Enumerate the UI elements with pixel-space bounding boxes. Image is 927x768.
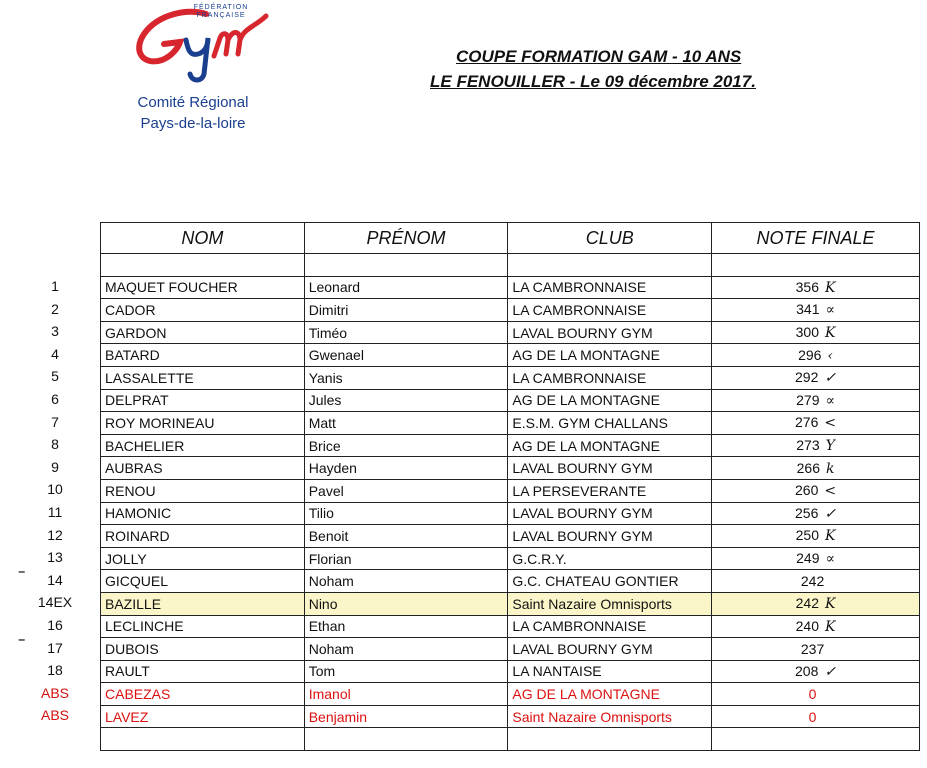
cell-prenom [304,638,508,661]
rank-number: 7 [51,413,59,430]
cell-note-text: 292 [795,369,819,386]
table-row [101,344,920,367]
cell-club-text: LAVAL BOURNY GYM [512,324,653,341]
table-header-row [101,223,920,254]
cell-note [712,457,920,480]
cell-nom [101,683,305,706]
title-line-1: COUPE FORMATION GAM - 10 ANS [456,47,742,66]
table-row [101,321,920,344]
cell-prenom [304,299,508,322]
cell-prenom [304,344,508,367]
handwritten-check-mark: K [825,325,836,342]
cell-nom [101,389,305,412]
column-header-club: CLUB [508,223,712,254]
cell-prenom [304,434,508,457]
rank-number: 14EX [37,594,73,611]
cell-club [508,502,712,525]
cell-club-text: G.C. CHATEAU GONTIER [512,573,679,590]
cell-club-text: Saint Nazaire Omnisports [512,595,672,612]
cell-nom-text: BACHELIER [105,437,185,454]
table-row [101,525,920,548]
table-row [101,570,920,593]
handwritten-check-mark: K [825,528,836,545]
cell-note [712,615,920,638]
cell-note [712,638,920,661]
cell-club [508,457,712,480]
cell-club [508,366,712,389]
cell-nom [101,705,305,728]
cell-note-text: 266 [796,459,820,476]
cell-prenom-text: Jules [308,392,342,409]
cell-club-text: AG DE LA MONTAGNE [512,437,660,454]
cell-prenom-text: Yanis [308,369,343,386]
cell-note [712,412,920,435]
cell-club [508,683,712,706]
cell-nom-text: JOLLY [105,550,147,567]
handwritten-check-mark: ∝ [825,302,835,319]
cell-prenom [304,570,508,593]
rank-number: 2 [51,300,59,317]
rank-number: 5 [51,368,59,385]
cell-note [712,366,920,389]
table-spacer-row [101,254,920,277]
handwritten-check-mark: ∝ [825,551,835,568]
page-title [430,44,810,94]
cell-note [712,683,920,706]
rank-number: 13 [47,549,63,566]
table-row [101,502,920,525]
cell-nom-text: ROY MORINEAU [105,414,215,431]
cell-club [508,615,712,638]
cell-note-text: 249 [796,550,820,567]
cell-nom-text: ROINARD [105,527,170,544]
cell-prenom [304,615,508,638]
cell-note [712,479,920,502]
rank-number: 17 [47,639,63,656]
margin-mark: ⁻ [18,633,26,650]
rank-number: 4 [51,345,59,362]
rank-number: 18 [47,662,63,679]
cell-prenom [304,660,508,683]
cell-nom [101,344,305,367]
column-header-note: NOTE FINALE [712,223,920,254]
cell-nom [101,321,305,344]
cell-nom [101,502,305,525]
cell-nom-text: LAVEZ [105,708,149,725]
cell-note-text: 208 [795,662,819,679]
cell-note-text: 242 [795,595,819,612]
table-row [101,276,920,299]
cell-club [508,547,712,570]
cell-nom-text: GARDON [105,324,167,341]
cell-prenom [304,525,508,548]
cell-nom [101,434,305,457]
cell-club-text: LAVAL BOURNY GYM [512,640,653,657]
cell-nom [101,412,305,435]
cell-club-text: LAVAL BOURNY GYM [512,460,653,477]
cell-club [508,570,712,593]
table-empty-row [101,728,920,751]
cell-club-text: E.S.M. GYM CHALLANS [512,414,668,431]
cell-nom [101,479,305,502]
cell-club [508,276,712,299]
cell-note [712,434,920,457]
cell-nom-text: DUBOIS [105,640,159,657]
cell-note-text: 0 [808,686,817,703]
cell-nom-text: AUBRAS [105,460,163,477]
cell-prenom [304,705,508,728]
rank-number: 14 [47,571,63,588]
cell-club [508,344,712,367]
cell-club-text: LAVAL BOURNY GYM [512,527,653,544]
rank-number: 10 [47,481,63,498]
cell-club [508,479,712,502]
cell-club-text: LA NANTAISE [512,663,602,680]
handwritten-check-mark: Y [825,438,835,455]
cell-nom-text: RAULT [105,663,150,680]
cell-nom [101,457,305,480]
cell-club-text: Saint Nazaire Omnisports [512,708,672,725]
cell-note [712,547,920,570]
cell-prenom-text: Hayden [308,460,357,477]
cell-nom-text: MAQUET FOUCHER [105,279,238,296]
handwritten-check-mark: K [825,596,836,613]
cell-club-text: AG DE LA MONTAGNE [512,392,660,409]
org-line-2: Pays-de-la-loire [140,115,246,132]
cell-prenom-text: Benjamin [308,708,368,725]
cell-note-text: 296 [798,346,822,363]
cell-note [712,276,920,299]
title-line-2: LE FENOUILLER - Le 09 décembre 2017. [430,72,756,91]
handwritten-check-mark: < [824,415,837,432]
cell-nom [101,547,305,570]
cell-club [508,592,712,615]
cell-nom [101,525,305,548]
cell-note-text: 279 [796,391,820,408]
federation-label: FÉDÉRATION FRANÇAISE [193,4,249,19]
rank-number: ABS [40,684,69,701]
cell-note [712,592,920,615]
cell-prenom [304,547,508,570]
table-row [101,615,920,638]
rank-number: 16 [47,617,63,633]
cell-prenom [304,457,508,480]
cell-prenom [304,321,508,344]
cell-club [508,525,712,548]
org-line-1: Comité Régional [137,94,249,111]
cell-prenom [304,502,508,525]
cell-prenom-text: Ethan [308,618,346,635]
cell-note-text: 242 [800,573,825,590]
cell-note-text: 256 [795,504,819,521]
cell-note-text: 260 [795,482,819,499]
cell-note [712,389,920,412]
results-table [100,222,920,751]
cell-nom-text: CADOR [105,301,156,318]
handwritten-check-mark: K [825,618,836,635]
cell-prenom-text: Dimitri [308,301,349,318]
cell-prenom [304,412,508,435]
cell-prenom [304,389,508,412]
table-row [101,434,920,457]
cell-prenom-text: Brice [308,437,341,454]
rank-number: 8 [51,436,59,453]
cell-club-text: G.C.R.Y. [512,550,567,567]
cell-club [508,389,712,412]
cell-prenom-text: Pavel [308,482,344,499]
handwritten-check-mark: < [824,483,837,500]
rank-number: 1 [51,278,59,295]
cell-note-text: 273 [796,437,820,454]
handwritten-check-mark: ✓ [824,370,837,387]
cell-prenom-text: Florian [308,550,352,567]
cell-note-text: 237 [800,640,825,657]
cell-note [712,321,920,344]
cell-club [508,434,712,457]
table-row [101,547,920,570]
handwritten-check-mark: ‹ [827,347,834,364]
cell-prenom-text: Tilio [308,505,334,522]
cell-note [712,502,920,525]
handwritten-check-mark: ✓ [824,505,837,522]
cell-nom [101,592,305,615]
cell-prenom-text: Noham [308,640,354,657]
cell-prenom-text: Gwenael [308,347,364,364]
cell-nom-text: LASSALETTE [105,369,194,386]
cell-note [712,299,920,322]
cell-note [712,570,920,593]
cell-prenom-text: Leonard [308,279,361,296]
cell-prenom-text: Tom [308,663,336,680]
column-header-prenom: PRÉNOM [304,223,508,254]
cell-nom-text: LECLINCHE [105,618,184,635]
cell-nom [101,570,305,593]
rank-number: 6 [51,391,59,408]
cell-note-text: 341 [796,301,820,318]
cell-nom [101,299,305,322]
table-row [101,592,920,615]
cell-club [508,660,712,683]
cell-note-text: 240 [795,617,819,634]
cell-club [508,412,712,435]
cell-prenom-text: Noham [308,573,354,590]
cell-club-text: AG DE LA MONTAGNE [512,686,660,703]
cell-nom-text: CABEZAS [105,686,171,703]
cell-note-text: 356 [795,278,819,295]
cell-club-text: LA CAMBRONNAISE [512,618,647,635]
cell-club [508,705,712,728]
rank-number: 3 [51,323,59,340]
cell-nom [101,638,305,661]
cell-prenom [304,366,508,389]
rank-number: 11 [47,504,63,521]
cell-club-text: LA CAMBRONNAISE [512,369,647,386]
cell-club [508,321,712,344]
table-row [101,412,920,435]
cell-nom-text: DELPRAT [105,392,169,409]
cell-nom-text: BAZILLE [105,595,162,612]
cell-note-text: 276 [795,414,819,431]
table-row [101,479,920,502]
cell-club-text: LA PERSEVERANTE [512,482,647,499]
cell-club [508,638,712,661]
rank-number: ABS [40,707,69,724]
handwritten-check-mark: ✓ [824,663,837,680]
ffgym-logo [128,4,278,134]
cell-note [712,705,920,728]
rank-number: 9 [51,458,59,475]
cell-club-text: LA CAMBRONNAISE [512,301,647,318]
cell-note [712,660,920,683]
column-header-nom: NOM [101,223,305,254]
table-row [101,660,920,683]
cell-note [712,525,920,548]
handwritten-check-mark: ∝ [825,392,835,409]
cell-club-text: LAVAL BOURNY GYM [512,505,653,522]
cell-nom-text: RENOU [105,482,156,499]
cell-note [712,344,920,367]
margin-mark: ⁻ [18,565,26,582]
cell-note-text: 300 [795,324,819,341]
cell-nom-text: BATARD [105,347,160,364]
cell-note-text: 0 [808,708,817,725]
cell-nom [101,660,305,683]
table-row [101,299,920,322]
handwritten-check-mark: K [825,279,836,296]
table-row [101,638,920,661]
table-row [101,389,920,412]
cell-prenom [304,479,508,502]
cell-prenom-text: Matt [308,414,336,431]
cell-nom [101,366,305,389]
cell-nom [101,615,305,638]
results-body [101,276,920,728]
cell-note-text: 250 [795,527,819,544]
handwritten-check-mark: k [825,460,835,477]
table-row [101,457,920,480]
rank-number: 12 [47,526,63,543]
cell-nom [101,276,305,299]
cell-club [508,299,712,322]
table-row [101,683,920,706]
cell-club-text: AG DE LA MONTAGNE [512,347,660,364]
regional-committee [128,92,258,134]
cell-club-text: LA CAMBRONNAISE [512,279,647,296]
cell-nom-text: HAMONIC [105,505,172,522]
cell-prenom-text: Benoit [308,527,349,544]
cell-prenom [304,276,508,299]
table-row [101,366,920,389]
cell-prenom-text: Imanol [308,686,351,703]
cell-prenom-text: Timéo [308,324,348,341]
cell-nom-text: GICQUEL [105,573,169,590]
cell-prenom-text: Nino [308,595,338,612]
cell-prenom [304,592,508,615]
cell-prenom [304,683,508,706]
table-row [101,705,920,728]
